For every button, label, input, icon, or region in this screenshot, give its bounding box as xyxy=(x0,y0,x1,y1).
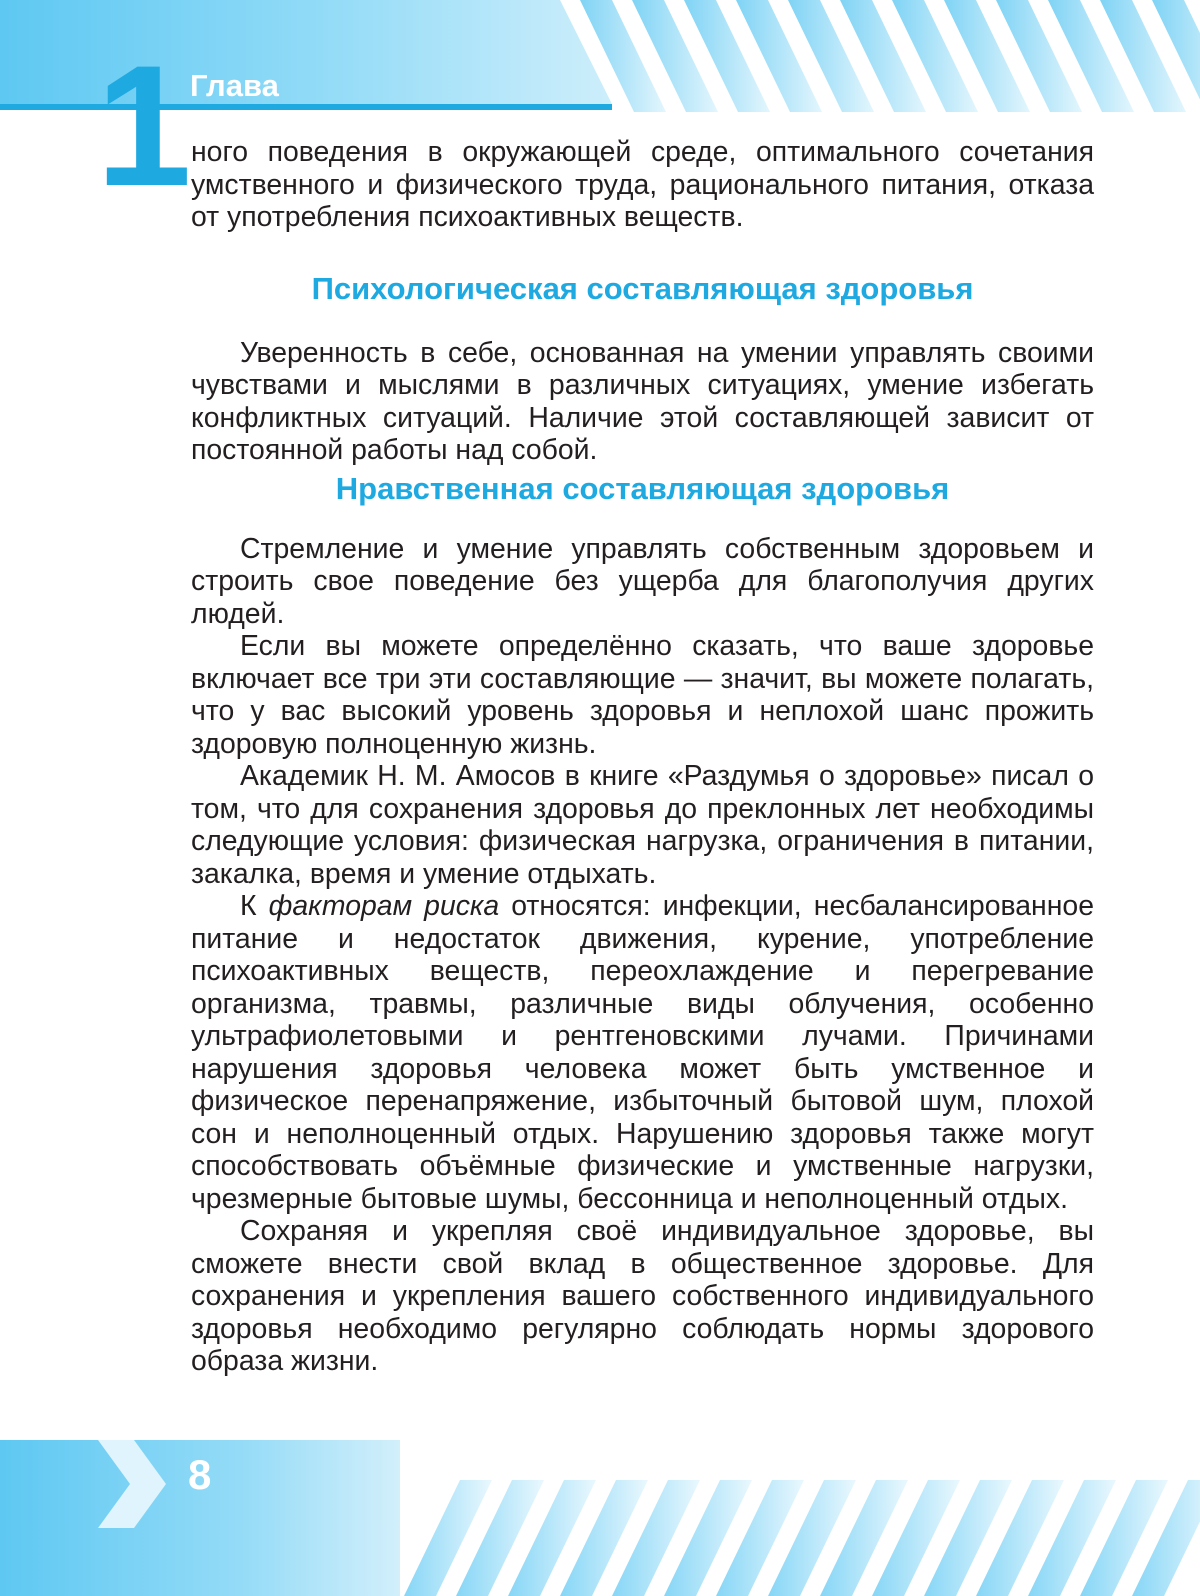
intro-paragraph: ного поведения в окружающей среде, оптимального сочетания умственного и физического труда, рационального питания, отказа от употребления психоактивных веществ. xyxy=(191,136,1094,233)
paragraph-psychological: Уверенность в себе, основанная на умении управлять своими чувствами и мыслями в различных ситуациях, умение избегать конфликтных ситуаций. Наличие этой составляющей зависит от постоянной работы над собой. xyxy=(191,336,1094,466)
chapter-number: 1 xyxy=(96,30,188,222)
page-content xyxy=(191,136,1094,1378)
paragraph-moral-2: Если вы можете определённо сказать, что ваше здоровье включает все три эти составляющие — значит, вы можете полагать, что у вас высокий уровень здоровья и неплохой шанс прожить здоровую полноценную жизнь. xyxy=(191,630,1094,760)
footer-band xyxy=(0,1440,1200,1596)
chapter-label: Глава xyxy=(190,68,279,103)
risk-factors-term: факторам риска xyxy=(268,890,500,922)
risk-lead: К xyxy=(240,890,269,922)
section-heading-psychological: Психологическая составляющая здоровья xyxy=(311,270,974,306)
paragraph-conclusion: Сохраняя и укрепляя своё индивидуальное здоровье, вы сможете внести свой вклад в общественное здоровье. Для сохранения и укрепления вашего собственного индивидуального здоровья необходимо регулярно соблюдать нормы здорового образа жизни. xyxy=(191,1215,1094,1377)
section-heading-moral: Нравственная составляющая здоровья xyxy=(335,470,950,506)
paragraph-risk-factors xyxy=(191,890,1094,1215)
paragraph-amosov: Академик Н. М. Амосов в книге «Раздумья о здоровье» писал о том, что для сохранения здоровья до преклонных лет необходимы следующие условия: физическая нагрузка, ограничения в питании, закалка, время и умение отдыхать. xyxy=(191,760,1094,890)
risk-rest: относятся: инфекции, несбалансированное питание и недостаток движения, курение, употребление психоактивных веществ, переохлаждение и перегревание организма, травмы, различные виды облучения, особенно ультрафиолетовыми и рентгеновскими лучами. Причинами нарушения здоровья человека может быть умственное и физическое перенапряжение, избыточный бытовой шум, плохой сон и неполноценный отдых. Нарушению здоровья также могут способствовать объёмные физические и умственные нагрузки, чрезмерные бытовые шумы, бессонница и неполноценный отдых. xyxy=(191,890,1094,1215)
page-number: 8 xyxy=(188,1451,212,1498)
paragraph-moral-1: Стремление и умение управлять собственным здоровьем и строить свое поведение без ущерба для благополучия других людей. xyxy=(191,532,1094,630)
